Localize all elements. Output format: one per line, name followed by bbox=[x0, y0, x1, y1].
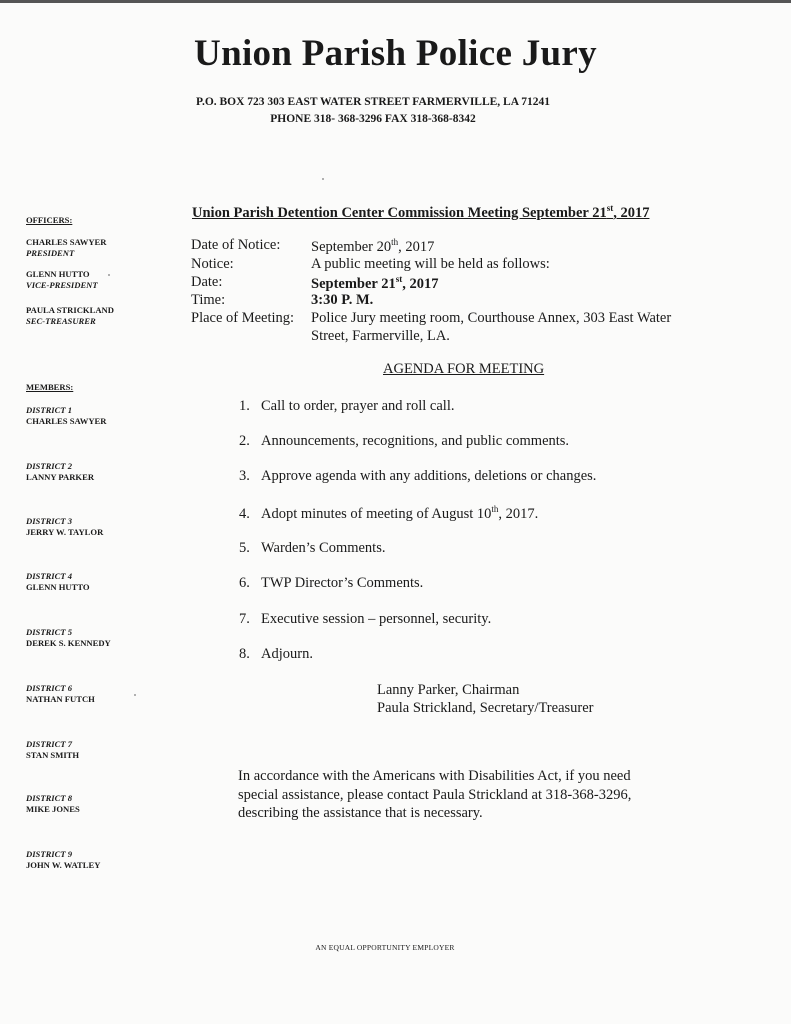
member-district: DISTRICT 5 bbox=[26, 627, 73, 637]
agenda-item: 7. Executive session – personnel, security. bbox=[239, 611, 492, 627]
top-scan-edge bbox=[0, 0, 791, 3]
address-line: P.O. BOX 723 303 EAST WATER STREET FARMERVILLE, LA 71241 bbox=[195, 96, 551, 108]
date-of-notice-label: Date of Notice: bbox=[191, 237, 281, 253]
member-district: DISTRICT 3 bbox=[26, 516, 73, 526]
footer-text: AN EQUAL OPPORTUNITY EMPLOYER bbox=[315, 943, 455, 952]
date-label: Date: bbox=[191, 274, 223, 290]
member-district: DISTRICT 7 bbox=[26, 739, 73, 749]
member-name: DEREK S. KENNEDY bbox=[26, 638, 111, 648]
agenda-item: 8. Adjourn. bbox=[239, 646, 313, 662]
member-name: GLENN HUTTO bbox=[26, 582, 90, 592]
notice-value: A public meeting will be held as follows: bbox=[311, 256, 550, 272]
members-heading: MEMBERS: bbox=[26, 382, 74, 392]
scan-speck bbox=[134, 694, 136, 696]
member-district: DISTRICT 9 bbox=[26, 849, 73, 859]
member-district: DISTRICT 4 bbox=[26, 571, 73, 581]
agenda-heading: AGENDA FOR MEETING bbox=[383, 361, 545, 377]
agenda-item: 1. Call to order, prayer and roll call. bbox=[239, 398, 455, 414]
member-name: LANNY PARKER bbox=[26, 472, 95, 482]
ada-notice-line2: special assistance, please contact Paula Strickland at 318-368-3296, bbox=[238, 787, 632, 803]
officers-heading: OFFICERS: bbox=[26, 215, 73, 225]
member-name: STAN SMITH bbox=[26, 750, 80, 760]
agenda-item: 2. Announcements, recognitions, and public comments. bbox=[239, 433, 570, 449]
officer-role: VICE-PRESIDENT bbox=[26, 280, 98, 290]
ada-notice-line3: describing the assistance that is necessary. bbox=[238, 805, 483, 821]
agenda-item: 3. Approve agenda with any additions, deletions or changes. bbox=[239, 468, 597, 484]
date-of-notice-value: September 20th, 2017 bbox=[311, 237, 435, 255]
officer-name: GLENN HUTTO bbox=[26, 269, 90, 279]
member-district: DISTRICT 1 bbox=[26, 405, 73, 415]
officer-role: PRESIDENT bbox=[26, 248, 75, 258]
member-name: JERRY W. TAYLOR bbox=[26, 527, 104, 537]
scan-speck bbox=[322, 178, 324, 180]
page-title: Union Parish Police Jury bbox=[194, 33, 597, 74]
member-name: NATHAN FUTCH bbox=[26, 694, 95, 704]
agenda-item: 4. Adopt minutes of meeting of August 10th, 2017. bbox=[239, 504, 539, 522]
time-value: 3:30 P. M. bbox=[311, 292, 374, 308]
officer-name: CHARLES SAWYER bbox=[26, 237, 107, 247]
notice-label: Notice: bbox=[191, 256, 234, 272]
member-name: JOHN W. WATLEY bbox=[26, 860, 101, 870]
phone-fax-line: PHONE 318- 368-3296 FAX 318-368-8342 bbox=[270, 113, 476, 125]
member-name: CHARLES SAWYER bbox=[26, 416, 107, 426]
officer-name: PAULA STRICKLAND bbox=[26, 305, 114, 315]
member-district: DISTRICT 2 bbox=[26, 461, 73, 471]
chairman-signature: Lanny Parker, Chairman bbox=[377, 682, 520, 698]
ada-notice-line1: In accordance with the Americans with Disabilities Act, if you need bbox=[238, 768, 631, 784]
place-value-line1: Police Jury meeting room, Courthouse Annex, 303 East Water bbox=[311, 310, 672, 326]
date-value: September 21st, 2017 bbox=[311, 274, 439, 292]
member-district: DISTRICT 8 bbox=[26, 793, 73, 803]
place-value-line2: Street, Farmerville, LA. bbox=[311, 328, 450, 344]
agenda-item: 5. Warden’s Comments. bbox=[239, 540, 386, 556]
meeting-title: Union Parish Detention Center Commission Meeting September 21st, 2017 bbox=[192, 203, 650, 221]
agenda-item: 6. TWP Director’s Comments. bbox=[239, 575, 424, 591]
secretary-signature: Paula Strickland, Secretary/Treasurer bbox=[377, 700, 594, 716]
member-name: MIKE JONES bbox=[26, 804, 80, 814]
time-label: Time: bbox=[191, 292, 226, 308]
place-label: Place of Meeting: bbox=[191, 310, 295, 326]
member-district: DISTRICT 6 bbox=[26, 683, 73, 693]
scan-speck bbox=[108, 274, 110, 276]
officer-role: SEC-TREASURER bbox=[26, 316, 96, 326]
